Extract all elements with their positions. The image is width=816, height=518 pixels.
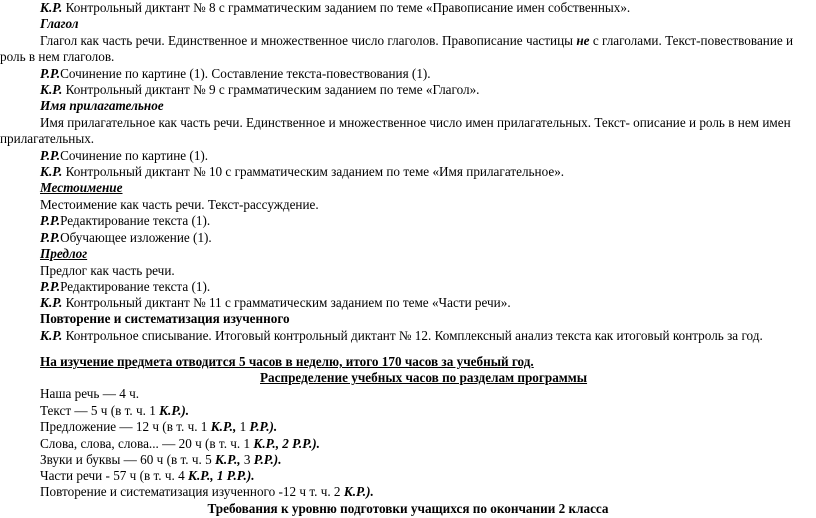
line-text: Контрольное списывание. Итоговый контрольный диктант № 12. Комплексный анализ текста как итоговый контроль за год. (62, 328, 763, 343)
kr-tag: К.Р. (40, 295, 63, 310)
rr-tag: Р.Р. (40, 66, 61, 81)
line-text: Редактирование текста (1). (60, 279, 211, 294)
emphasis: не (576, 33, 590, 48)
rr-tag: Р.Р. (40, 213, 61, 228)
line-text: Редактирование текста (1). (60, 213, 211, 228)
line-text: Сочинение по картине (1). Составление текста-повествования (1). (60, 66, 431, 81)
preposition-description: Предлог как часть речи. (40, 263, 175, 278)
line-text: Контрольный диктант № 10 с грамматическим заданием по теме «Имя прилагательное». (62, 164, 565, 179)
section-heading-adjective: Имя прилагательное (40, 98, 164, 113)
dist-item-parts: Части речи - 57 ч (в т. ч. 4 К.Р., 1 Р.Р.). (40, 468, 255, 483)
line-kr-10 (40, 164, 564, 181)
dist-item-sounds: Звуки и буквы — 60 ч (в т. ч. 5 К.Р., 3 Р.Р.). (40, 452, 282, 467)
adjective-description: Имя прилагательное как часть речи. Единственное и множественное число имен прилагательных. Текст- описание и роль в нем имен (40, 115, 791, 130)
line-text: Сочинение по картине (1). (60, 148, 209, 163)
requirements-title: Требования к уровню подготовки учащихся по окончании 2 класса (207, 501, 609, 516)
line-text: Контрольный диктант № 9 с грамматическим заданием по теме «Глагол». (62, 82, 480, 97)
section-heading-verb: Глагол (40, 16, 79, 31)
kr-tag: К.Р. (40, 328, 63, 343)
dist-item-words: Слова, слова, слова... — 20 ч (в т. ч. 1 К.Р., 2 Р.Р.). (40, 436, 320, 451)
line-rr-editing (40, 213, 210, 230)
line-text: Обучающее изложение (1). (60, 230, 212, 245)
kr-tag: К.Р. (40, 164, 63, 179)
rr-tag: Р.Р. (40, 279, 61, 294)
line-text: Контрольный диктант № 8 с грамматическим заданием по теме «Правописание имен собственных». (62, 0, 631, 15)
line-rr-composition-2 (40, 148, 208, 165)
section-heading-preposition: Предлог (40, 246, 88, 261)
dist-item-sentence: Предложение — 12 ч (в т. ч. 1 К.Р., 1 Р.Р.). (40, 419, 278, 434)
kr-tag: К.Р. (40, 0, 63, 15)
line-text: с глаголами. Текст-повествование и (589, 33, 794, 48)
line-kr-8 (40, 0, 630, 17)
line-kr-11 (40, 295, 511, 312)
rr-tag: Р.Р. (40, 148, 61, 163)
verb-description (40, 33, 793, 50)
dist-item-speech: Наша речь — 4 ч. (40, 386, 140, 401)
distribution-title: Распределение учебных часов по разделам программы (260, 370, 588, 385)
kr-tag: К.Р. (40, 82, 63, 97)
rr-tag: Р.Р. (40, 230, 61, 245)
line-rr-composition (40, 66, 431, 83)
verb-description-cont: роль в нем глаголов. (0, 49, 115, 64)
line-rr-summary (40, 230, 212, 247)
adjective-description-cont: прилагательных. (0, 131, 95, 146)
line-kr-final (40, 328, 763, 345)
hours-title: На изучение предмета отводится 5 часов в неделю, итого 170 часов за учебный год. (40, 354, 534, 369)
line-rr-editing-2 (40, 279, 210, 296)
dist-item-review: Повторение и систематизация изученного -12 ч т. ч. 2 К.Р.). (40, 484, 374, 499)
section-heading-pronoun: Местоимение (40, 180, 123, 195)
line-text: Глагол как часть речи. Единственное и множественное число глаголов. Правописание частицы (40, 33, 577, 48)
section-heading-review: Повторение и систематизация изученного (40, 311, 290, 326)
line-kr-9 (40, 82, 479, 99)
pronoun-description: Местоимение как часть речи. Текст-рассуждение. (40, 197, 319, 212)
dist-item-text: Текст — 5 ч (в т. ч. 1 К.Р.). (40, 403, 190, 418)
line-text: Контрольный диктант № 11 с грамматическим заданием по теме «Части речи». (62, 295, 511, 310)
